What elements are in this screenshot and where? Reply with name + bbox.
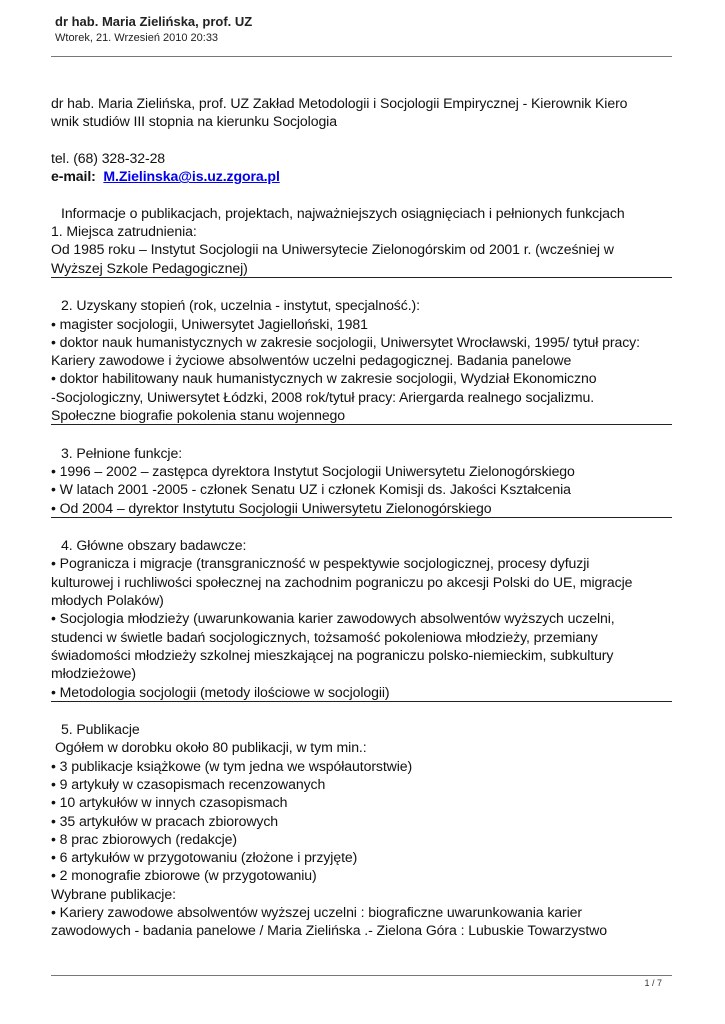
- text-line: -Socjologiczny, Uniwersytet Łódzki, 2008 rok/tytuł pracy: Ariergarda realnego socjalizmu.: [51, 388, 595, 405]
- text-line: kulturowej i ruchliwości społecznej na zachodnim pograniczu po akcesji Polski do UE, migracje: [51, 573, 633, 590]
- section-degrees: [51, 296, 672, 425]
- text-line: • Metodologia socjologii (metody ilościowe w socjologii): [51, 683, 390, 700]
- page-number: 1 / 7: [644, 978, 662, 988]
- document-body: [51, 94, 676, 940]
- header-divider: [51, 56, 672, 57]
- header-title: dr hab. Maria Zielińska, prof. UZ: [55, 14, 253, 29]
- footer-divider: [51, 975, 672, 976]
- text-line: Kariery zawodowe i życiowe absolwentów uczelni pedagogicznej. Badania panelowe: [51, 352, 572, 369]
- section-functions: [51, 444, 672, 518]
- text-line: • magister socjologii, Uniwersytet Jagielloński, 1981: [51, 315, 368, 332]
- section-research: [51, 536, 672, 702]
- text-line: studenci w świetle badań socjologicznych, tożsamość pokoleniowa młodzieży, przemiany: [51, 628, 598, 645]
- text-line: • W latach 2001 -2005 - członek Senatu UZ i członek Komisji ds. Jakości Kształcenia: [51, 481, 571, 498]
- summary-line: Ogółem w dorobku około 80 publikacji, w tym min.:: [55, 739, 367, 756]
- text-line: • Kariery zawodowe absolwentów wyższej uczelni : biograficzne uwarunkowania karier: [51, 904, 582, 921]
- header-date: Wtorek, 21. Wrzesień 2010 20:33: [55, 32, 219, 44]
- text-line: • 9 artykuły w czasopismach recenzowanych: [51, 775, 326, 792]
- text-line: • 1996 – 2002 – zastępca dyrektora Instytut Socjologii Uniwersytetu Zielonogórskiego: [51, 462, 575, 479]
- text-line: młodzieżowe): [51, 665, 136, 682]
- section-heading: 3. Pełnione funkcje:: [61, 444, 183, 461]
- selected-label: Wybrane publikacje:: [51, 885, 176, 902]
- text-line: • Od 2004 – dyrektor Instytutu Socjologii Uniwersytetu Zielonogórskiego: [51, 499, 492, 516]
- section-heading: 4. Główne obszary badawcze:: [61, 537, 247, 554]
- text-line: • doktor nauk humanistycznych w zakresie socjologii, Uniwersytet Wrocławski, 1995/ tytuł pracy:: [51, 333, 640, 350]
- text-line: • 10 artykułów w innych czasopismach: [51, 794, 288, 811]
- text-line: • 2 monografie zbiorowe (w przygotowaniu): [51, 867, 317, 884]
- text-line: świadomości młodzieży szkolnej mieszkającej na pograniczu polsko-niemieckim, subkultury: [51, 646, 614, 663]
- text-line: Od 1985 roku – Instytut Socjologii na Uniwersytecie Zielonogórskim od 2001 r. (wcześniej w: [51, 241, 614, 258]
- email-link[interactable]: M.Zielinska@is.uz.zgora.pl: [103, 168, 280, 185]
- text-line: • 3 publikacje książkowe (w tym jedna we współautorstwie): [51, 757, 413, 774]
- intro-line: wnik studiów III stopnia na kierunku Socjologia: [51, 113, 337, 130]
- email-line: [51, 167, 676, 185]
- text-line: zawodowych - badania panelowe / Maria Zielińska .- Zielona Góra : Lubuskie Towarzystwo: [51, 922, 607, 939]
- info-line: Informacje o publikacjach, projektach, najważniejszych osiągnięciach i pełnionych funkcjach: [61, 204, 625, 221]
- section-heading: 2. Uzyskany stopień (rok, uczelnia - instytut, specjalność.):: [61, 297, 420, 314]
- section-heading: 5. Publikacje: [61, 721, 140, 738]
- section-publications: [51, 720, 676, 940]
- text-line: Społeczne biografie pokolenia stanu wojennego: [51, 407, 346, 424]
- email-label: e-mail:: [51, 168, 96, 185]
- text-line: Wyższej Szkole Pedagogicznej): [51, 259, 248, 276]
- text-line: • 8 prac zbiorowych (redakcje): [51, 830, 238, 847]
- text-line: • 6 artykułów w przygotowaniu (złożone i przyjęte): [51, 849, 358, 866]
- phone-text: tel. (68) 328-32-28: [51, 149, 166, 166]
- section-heading: 1. Miejsca zatrudnienia:: [51, 223, 197, 240]
- text-line: • 35 artykułów w pracach zbiorowych: [51, 812, 279, 829]
- section-employment: [51, 222, 672, 278]
- intro-line: dr hab. Maria Zielińska, prof. UZ Zakład Metodologii i Socjologii Empirycznej - Kierownik Kiero: [51, 95, 628, 111]
- text-line: • Pogranicza i migracje (transgraniczność w pespektywie socjologicznej, procesy dyfuzji: [51, 555, 590, 572]
- text-line: • Socjologia młodzieży (uwarunkowania karier zawodowych absolwentów wyższych uczelni,: [51, 610, 615, 627]
- text-line: • doktor habilitowany nauk humanistycznych w zakresie socjologii, Wydział Ekonomiczno: [51, 370, 597, 387]
- text-line: młodych Polaków): [51, 592, 164, 609]
- page-header: [55, 14, 252, 46]
